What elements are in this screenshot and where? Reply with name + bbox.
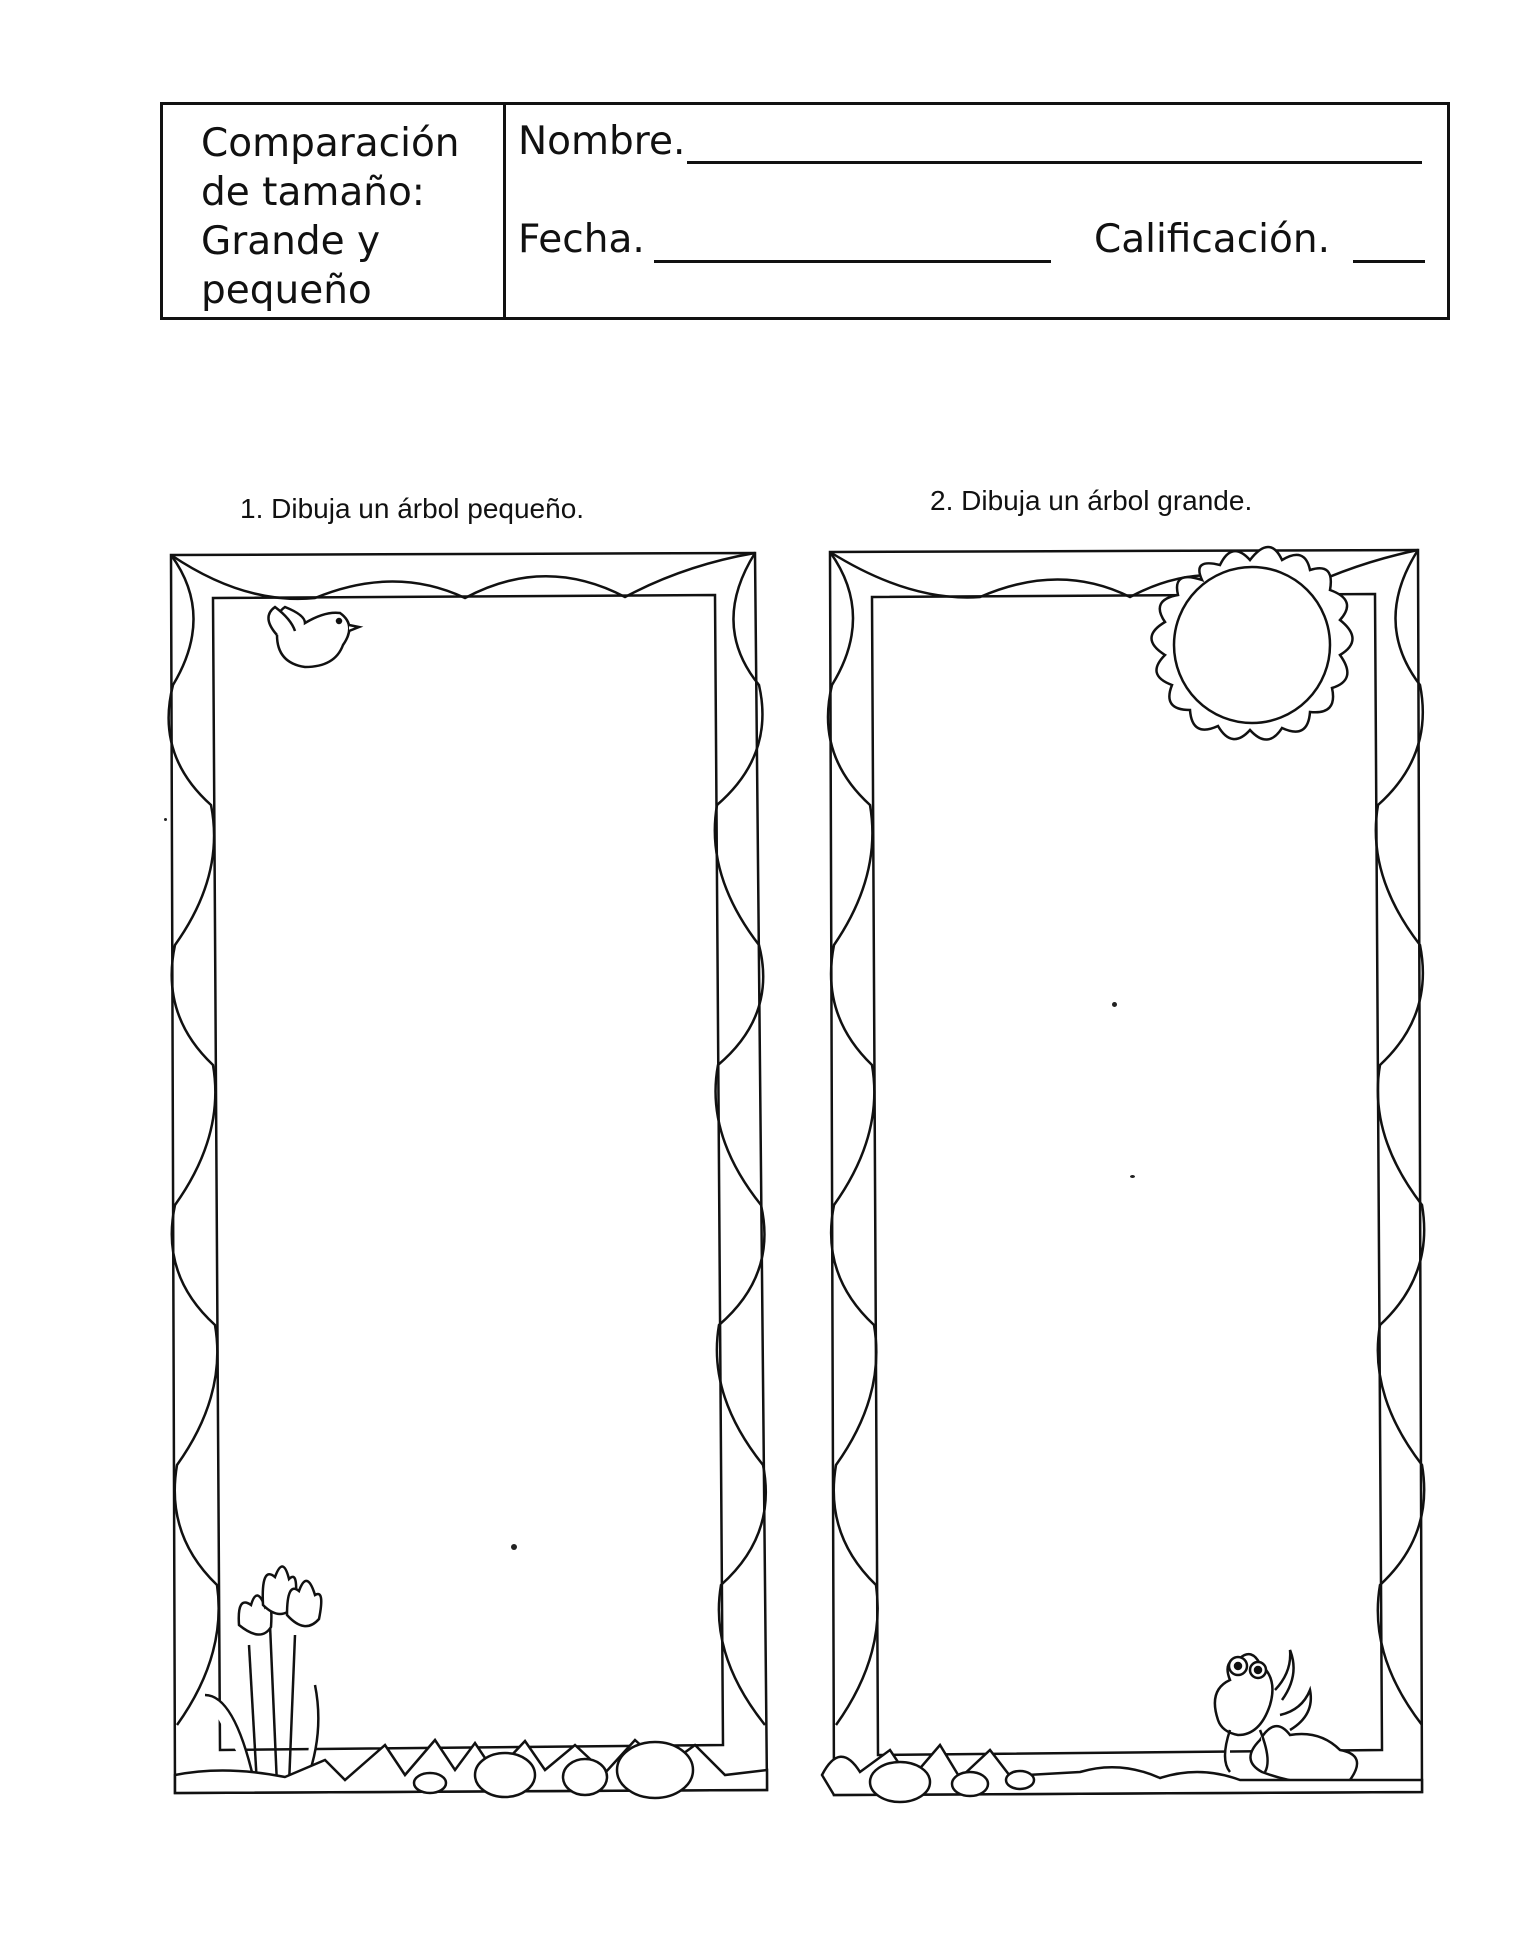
grade-blank[interactable] — [1353, 260, 1425, 263]
print-speck — [1112, 1002, 1117, 1007]
exercise-1-instruction: 1. Dibuja un árbol pequeño. — [240, 493, 585, 524]
title-line-2: de tamaño: — [201, 170, 425, 215]
title-line-3: Grande y — [201, 219, 381, 264]
worksheet-title — [163, 105, 506, 317]
date-blank[interactable] — [654, 260, 1051, 263]
exercise-2-instruction: 2. Dibuja un árbol grande. — [930, 485, 1253, 516]
date-label: Fecha. — [518, 217, 645, 262]
exercise-1-frame — [165, 545, 785, 1825]
bird-icon — [268, 607, 359, 667]
grade-label: Calificación. — [1094, 217, 1330, 262]
student-fields — [506, 105, 1447, 317]
title-line-4: pequeño — [201, 268, 372, 313]
print-speck — [511, 1544, 517, 1550]
sun-icon — [1152, 547, 1353, 740]
print-speck — [164, 818, 167, 821]
exercise-2-frame — [820, 540, 1440, 1830]
worksheet-header — [160, 102, 1450, 320]
tulips-icon — [205, 1566, 321, 1785]
name-label: Nombre. — [518, 119, 686, 164]
print-speck — [1130, 1175, 1135, 1178]
name-blank[interactable] — [687, 161, 1422, 164]
title-line-1: Comparación — [201, 121, 460, 166]
frog-icon — [1215, 1650, 1357, 1784]
